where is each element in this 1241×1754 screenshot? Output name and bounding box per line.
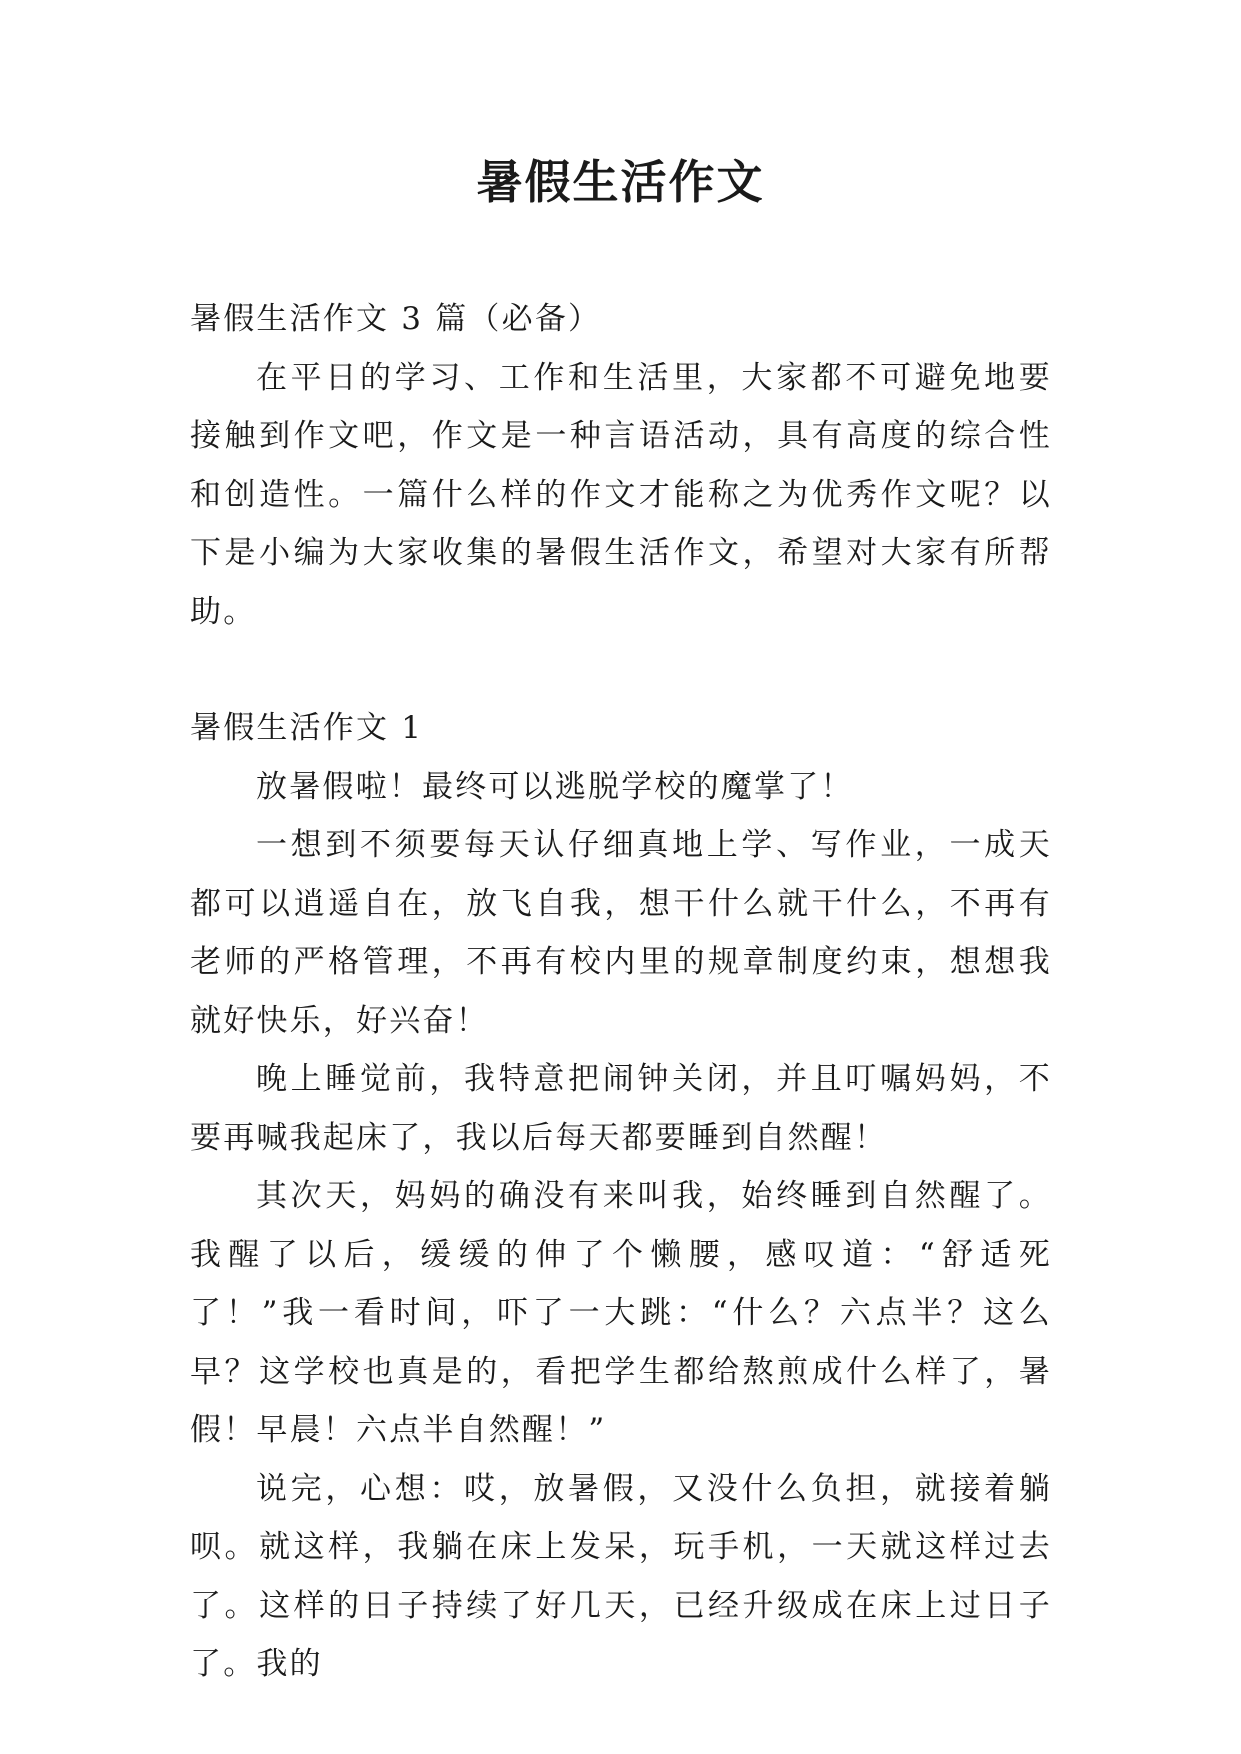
body-paragraph: 晚上睡觉前，我特意把闹钟关闭，并且叮嘱妈妈，不要再喊我起床了，我以后每天都要睡到自然醒！ [190, 1061, 1052, 1156]
section-spacer [190, 641, 1052, 699]
body-paragraph: 放暑假啦！最终可以逃脱学校的魔掌了！ [256, 768, 854, 805]
body-paragraph: 其次天，妈妈的确没有来叫我，始终睡到自然醒了。我醒了以后，缓缓的伸了个懒腰，感叹道：“舒适死了！”我一看时间，吓了一大跳：“什么？六点半？这么早？这学校也真是的，看把学生都给熬煎成什么样了，暑假！早晨！六点半自然醒！” [190, 1178, 1052, 1448]
body-paragraph: 一想到不须要每天认仔细真地上学、写作业，一成天都可以逍遥自在，放飞自我，想干什么就干什么，不再有老师的严格管理，不再有校内里的规章制度约束，想想我就好快乐，好兴奋！ [190, 827, 1052, 1039]
intro-paragraph: 在平日的学习、工作和生活里，大家都不可避免地要接触到作文吧，作文是一种言语活动，具有高度的综合性和创造性。一篇什么样的作文才能称之为优秀作文呢？以下是小编为大家收集的暑假生活作文，希望对大家有所帮助。 [190, 359, 1052, 630]
document-body [190, 290, 1052, 1694]
body-paragraph: 说完，心想：哎，放暑假，又没什么负担，就接着躺呗。就这样，我躺在床上发呆，玩手机，一天就这样过去了。这样的日子持续了好几天，已经升级成在床上过日子了。我的 [190, 1470, 1052, 1682]
page-title: 暑假生活作文 [476, 155, 765, 209]
section-heading: 暑假生活作文 1 [190, 710, 424, 746]
document-subtitle: 暑假生活作文 3 篇（必备） [190, 301, 602, 337]
